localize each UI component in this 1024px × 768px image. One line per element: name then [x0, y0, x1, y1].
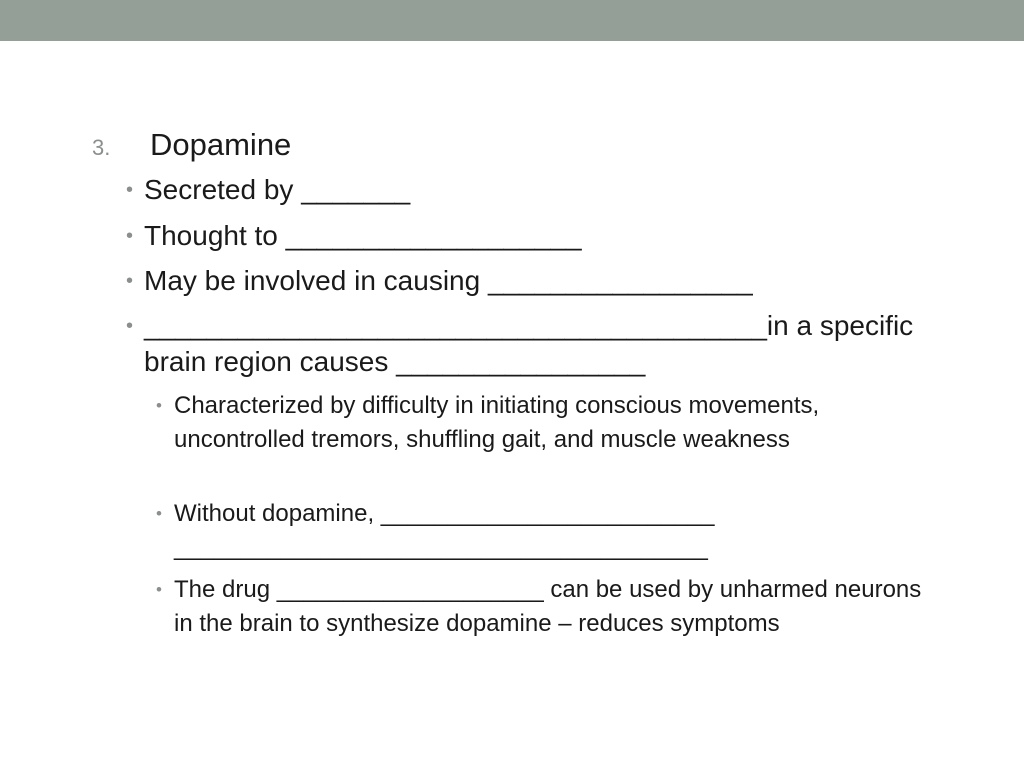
sub-bullet-characterized	[156, 389, 946, 456]
bullet-item-brain-region	[126, 308, 956, 380]
sub-bullet-without-dopamine	[156, 497, 946, 564]
bullet-icon: •	[126, 179, 134, 201]
numbered-heading	[92, 127, 291, 163]
bullet-icon: •	[156, 580, 162, 599]
bullet-text: Characterized by difficulty in initiating conscious movements, uncontrolled tremors, shuffling gait, and muscle weakness	[174, 392, 820, 453]
heading-text: Dopamine	[150, 127, 292, 162]
bullet-icon: •	[156, 504, 162, 523]
bullet-text: Secreted by _______	[144, 174, 411, 205]
bullet-text: Thought to ___________________	[144, 220, 582, 251]
bullet-icon: •	[156, 396, 162, 415]
bullet-icon: •	[126, 270, 134, 292]
bullet-text: May be involved in causing _________________	[144, 265, 753, 296]
bullet-icon: •	[126, 225, 134, 247]
bullet-item-causing	[126, 263, 956, 299]
bullet-text: Without dopamine, _________________________ ________________________________________	[174, 500, 715, 561]
bullet-text: ________________________________________in a specific brain region causes ________________	[144, 310, 914, 377]
bullet-item-thought	[126, 218, 956, 254]
heading-number: 3.	[92, 135, 111, 160]
bullet-icon: •	[126, 315, 134, 337]
sub-bullet-drug	[156, 573, 946, 640]
bullet-item-secreted	[126, 172, 956, 208]
bullet-text: The drug ____________________ can be used by unharmed neurons in the brain to synthesize dopamine – reduces symptoms	[174, 576, 922, 637]
